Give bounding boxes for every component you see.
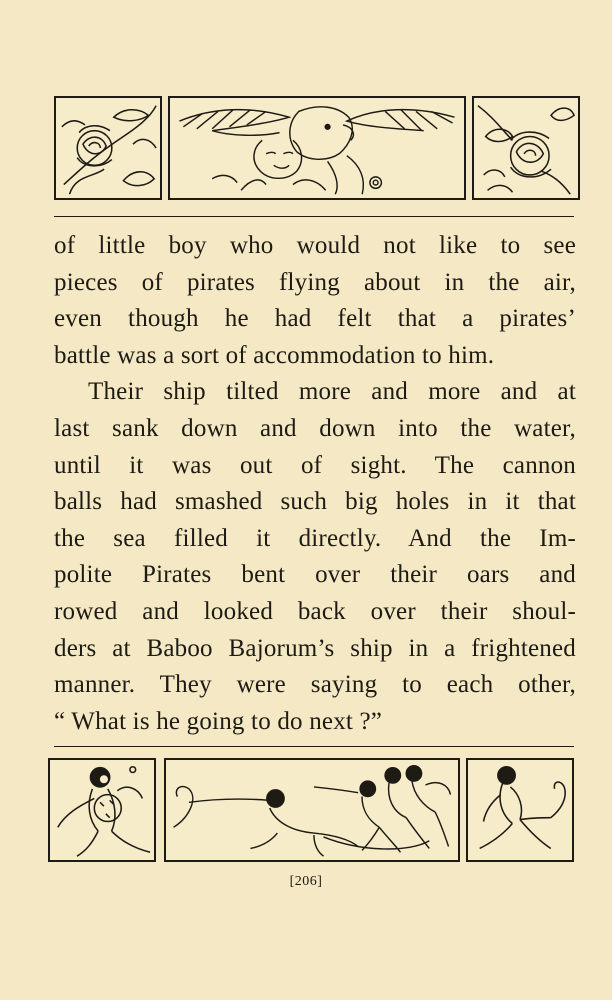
- text-line: Their ship tilted more and more and at: [88, 378, 576, 406]
- rose-icon: [472, 96, 580, 200]
- text-line: until it was out of sight. The cannon: [54, 451, 576, 479]
- text-line: balls had smashed such big holes in it that: [54, 488, 576, 516]
- text-line: ders at Baboo Bajorum’s ship in a frightened: [54, 634, 576, 662]
- text-line: even though he had felt that a pirates’: [54, 305, 576, 333]
- text-line: the sea filled it directly. And the Im-: [54, 524, 576, 552]
- tailpiece-illustration: [48, 758, 578, 864]
- page-number: [206]: [289, 874, 323, 889]
- monkey-running-icon: [466, 758, 574, 862]
- body-text: [54, 228, 576, 740]
- monkey-with-coconut-icon: [48, 758, 156, 862]
- text-line: “ What is he going to do next ?”: [54, 707, 383, 735]
- text-line: polite Pirates bent over their oars and: [54, 561, 576, 589]
- headpiece-illustration: [54, 96, 580, 202]
- text-line: last sank down and down into the water,: [54, 414, 576, 442]
- top-rule: [54, 216, 574, 217]
- text-line: rowed and looked back over their shoul-: [54, 597, 576, 625]
- bottom-rule: [54, 746, 574, 747]
- text-line: manner. They were saying to each other,: [54, 671, 576, 699]
- monkeys-running-icon: [164, 758, 460, 862]
- text-line: battle was a sort of accommodation to him.: [54, 341, 495, 369]
- rose-icon: [54, 96, 162, 200]
- text-line: of little boy who would not like to see: [54, 232, 576, 259]
- parrot-with-child-icon: [168, 96, 466, 200]
- text-line: pieces of pirates flying about in the air,: [54, 268, 576, 296]
